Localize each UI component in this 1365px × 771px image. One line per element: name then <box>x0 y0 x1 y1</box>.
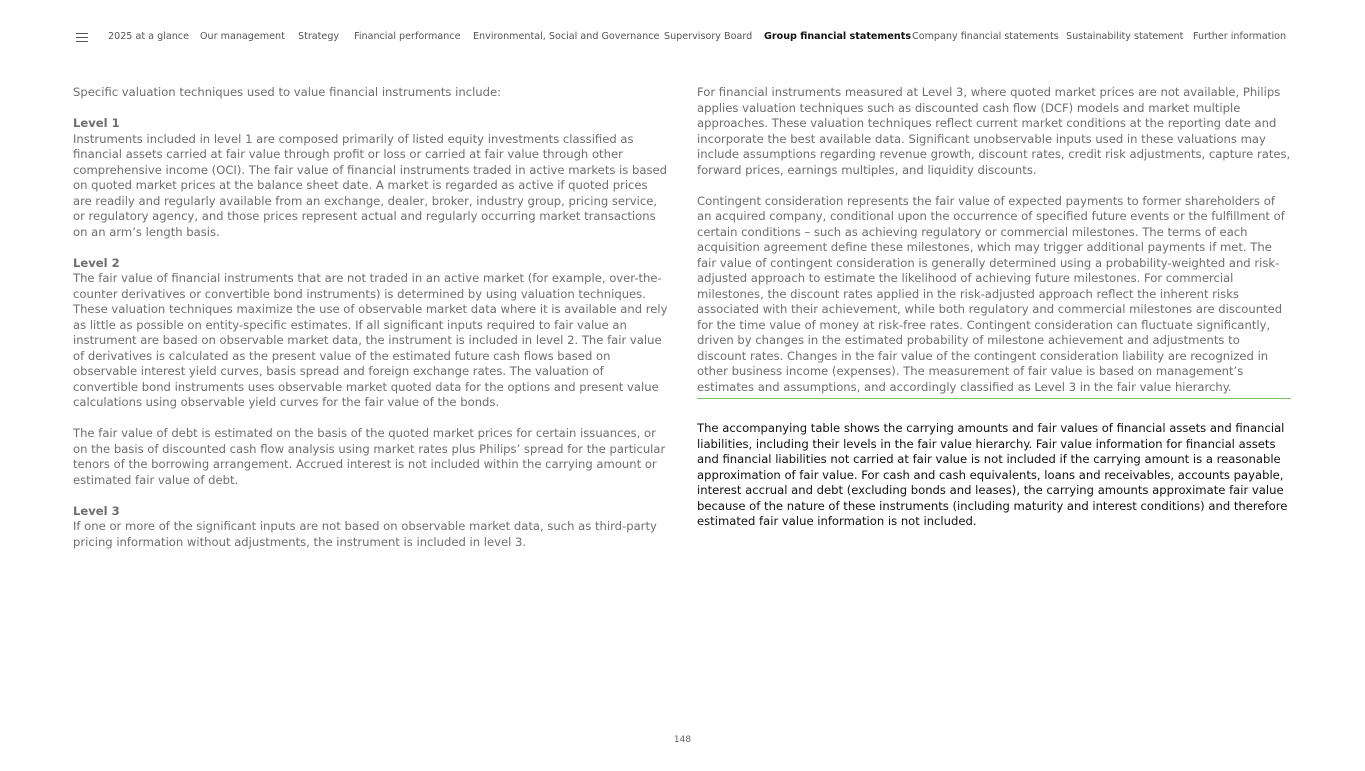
level1-heading: Level 1 <box>73 116 120 130</box>
level3-heading: Level 3 <box>73 503 120 518</box>
right-column <box>697 85 1292 395</box>
top-navigation <box>0 0 1365 74</box>
level2-heading: Level 2 <box>73 255 120 270</box>
nav-item-financial-performance[interactable]: Financial performance <box>354 31 461 42</box>
nav-item-strategy[interactable]: Strategy <box>298 31 340 42</box>
nav-item-group-financial-statements[interactable]: Group financial statements <box>764 31 912 42</box>
nav-item-company-financial-statements[interactable]: Company financial statements <box>912 31 1059 42</box>
nav-item-sustainability-statement[interactable]: Sustainability statement <box>1066 31 1184 42</box>
level2-paragraph: The fair value of financial instruments that are not traded in an active market (for example, over-the-counter derivatives or convertible bond instruments) is determined by using valuation techniques. These valuation techniques maximize the use of observable market data where it is available and rely as little as possible on entity-specific estimates. If all significant inputs required to fair value an instrument are based on observable market data, the instrument is included in level 2. The fair value of derivatives is calculated as the present value of the estimated future cash flows based on observable interest yield curves, basis spread and foreign exchange rates. The valuation of convertible bond instruments uses observable market quoted data for the options and present value calculations using observable yield curves for the fair value of the bonds. <box>73 271 668 409</box>
nav-item-supervisory-board[interactable]: Supervisory Board <box>664 31 753 42</box>
level3-paragraph: If one or more of the significant inputs are not based on observable market data, such as third-party pricing information without adjustments, the instrument is included in level 3. <box>73 519 657 549</box>
left-column <box>73 85 668 550</box>
level1-paragraph: Instruments included in level 1 are composed primarily of listed equity investments classified as financial assets carried at fair value through profit or loss or carried at fair value through other comprehensive income (OCI). The fair value of financial instruments traded in active markets is based on quoted market prices at the balance sheet date. A market is regarded as active if quoted prices are readily and regularly available from an exchange, dealer, broker, industry group, pricing service, or regulatory agency, and those prices represent actual and regularly occurring market transactions on an arm’s length basis. <box>73 131 668 239</box>
nav-item-our-management[interactable]: Our management <box>200 31 285 42</box>
intro-paragraph: Specific valuation techniques used to value financial instruments include: <box>73 85 502 99</box>
nav-item-further-information[interactable]: Further information <box>1193 31 1287 42</box>
page-number: 148 <box>673 735 692 745</box>
nav-item-esg[interactable]: Environmental, Social and Governance <box>473 31 660 42</box>
table-note-paragraph: The accompanying table shows the carrying amounts and fair values of financial assets and financial liabilities, including their levels in the fair value hierarchy. Fair value information for financial assets and financial liabilities not carried at fair value is not included if the carrying amount is a reasonable approximation of fair value. For cash and cash equivalents, loans and receivables, accounts payable, interest accrual and debt (excluding bonds and leases), the carrying amounts approximate fair value because of the nature of these instruments (including maturity and interest conditions) and therefore estimated fair value information is not included. <box>697 421 1288 528</box>
debt-paragraph: The fair value of debt is estimated on the basis of the quoted market prices for certain issuances, or on the basis of discounted cash flow analysis using market rates plus Philips’ spread for the particular tenors of the borrowing arrangement. Accrued interest is not included within the carrying amount or estimated fair value of debt. <box>73 426 666 487</box>
hamburger-menu-icon[interactable] <box>76 33 88 42</box>
nav-item-at-a-glance[interactable]: 2025 at a glance <box>108 31 189 42</box>
level3-valuation-paragraph: For financial instruments measured at Level 3, where quoted market prices are not available, Philips applies valuation techniques such as discounted cash flow (DCF) models and market multiple approaches. These valuation techniques reflect current market conditions at the reporting date and incorporate the best available data. Significant unobservable inputs used in these valuations may include assumptions regarding revenue growth, discount rates, credit risk adjustments, capture rates, forward prices, earnings multiples, and liquidity discounts. <box>697 85 1291 177</box>
section-divider <box>697 398 1291 399</box>
contingent-consideration-paragraph: Contingent consideration represents the fair value of expected payments to former shareholders of an acquired company, conditional upon the occurrence of specified future events or the fulfillment of certain conditions – such as achieving regulatory or commercial milestones. The terms of each acquisition agreement define these milestones, which may trigger additional payments if met. The fair value of contingent consideration is generally determined using a probability-weighted and risk-adjusted approach to estimate the likelihood of achieving future milestones. For commercial milestones, the discount rates applied in the risk-adjusted approach reflect the inherent risks associated with their achievement, while both regulatory and commercial milestones are discounted for the time value of money at risk-free rates. Contingent consideration can fluctuate significantly, driven by changes in the estimated probability of milestone achievement and adjustments to discount rates. Changes in the fair value of the contingent consideration liability are recognized in other business income (expenses). The measurement of fair value is based on management’s estimates and assumptions, and accordingly classified as Level 3 in the fair value hierarchy. <box>697 193 1285 394</box>
